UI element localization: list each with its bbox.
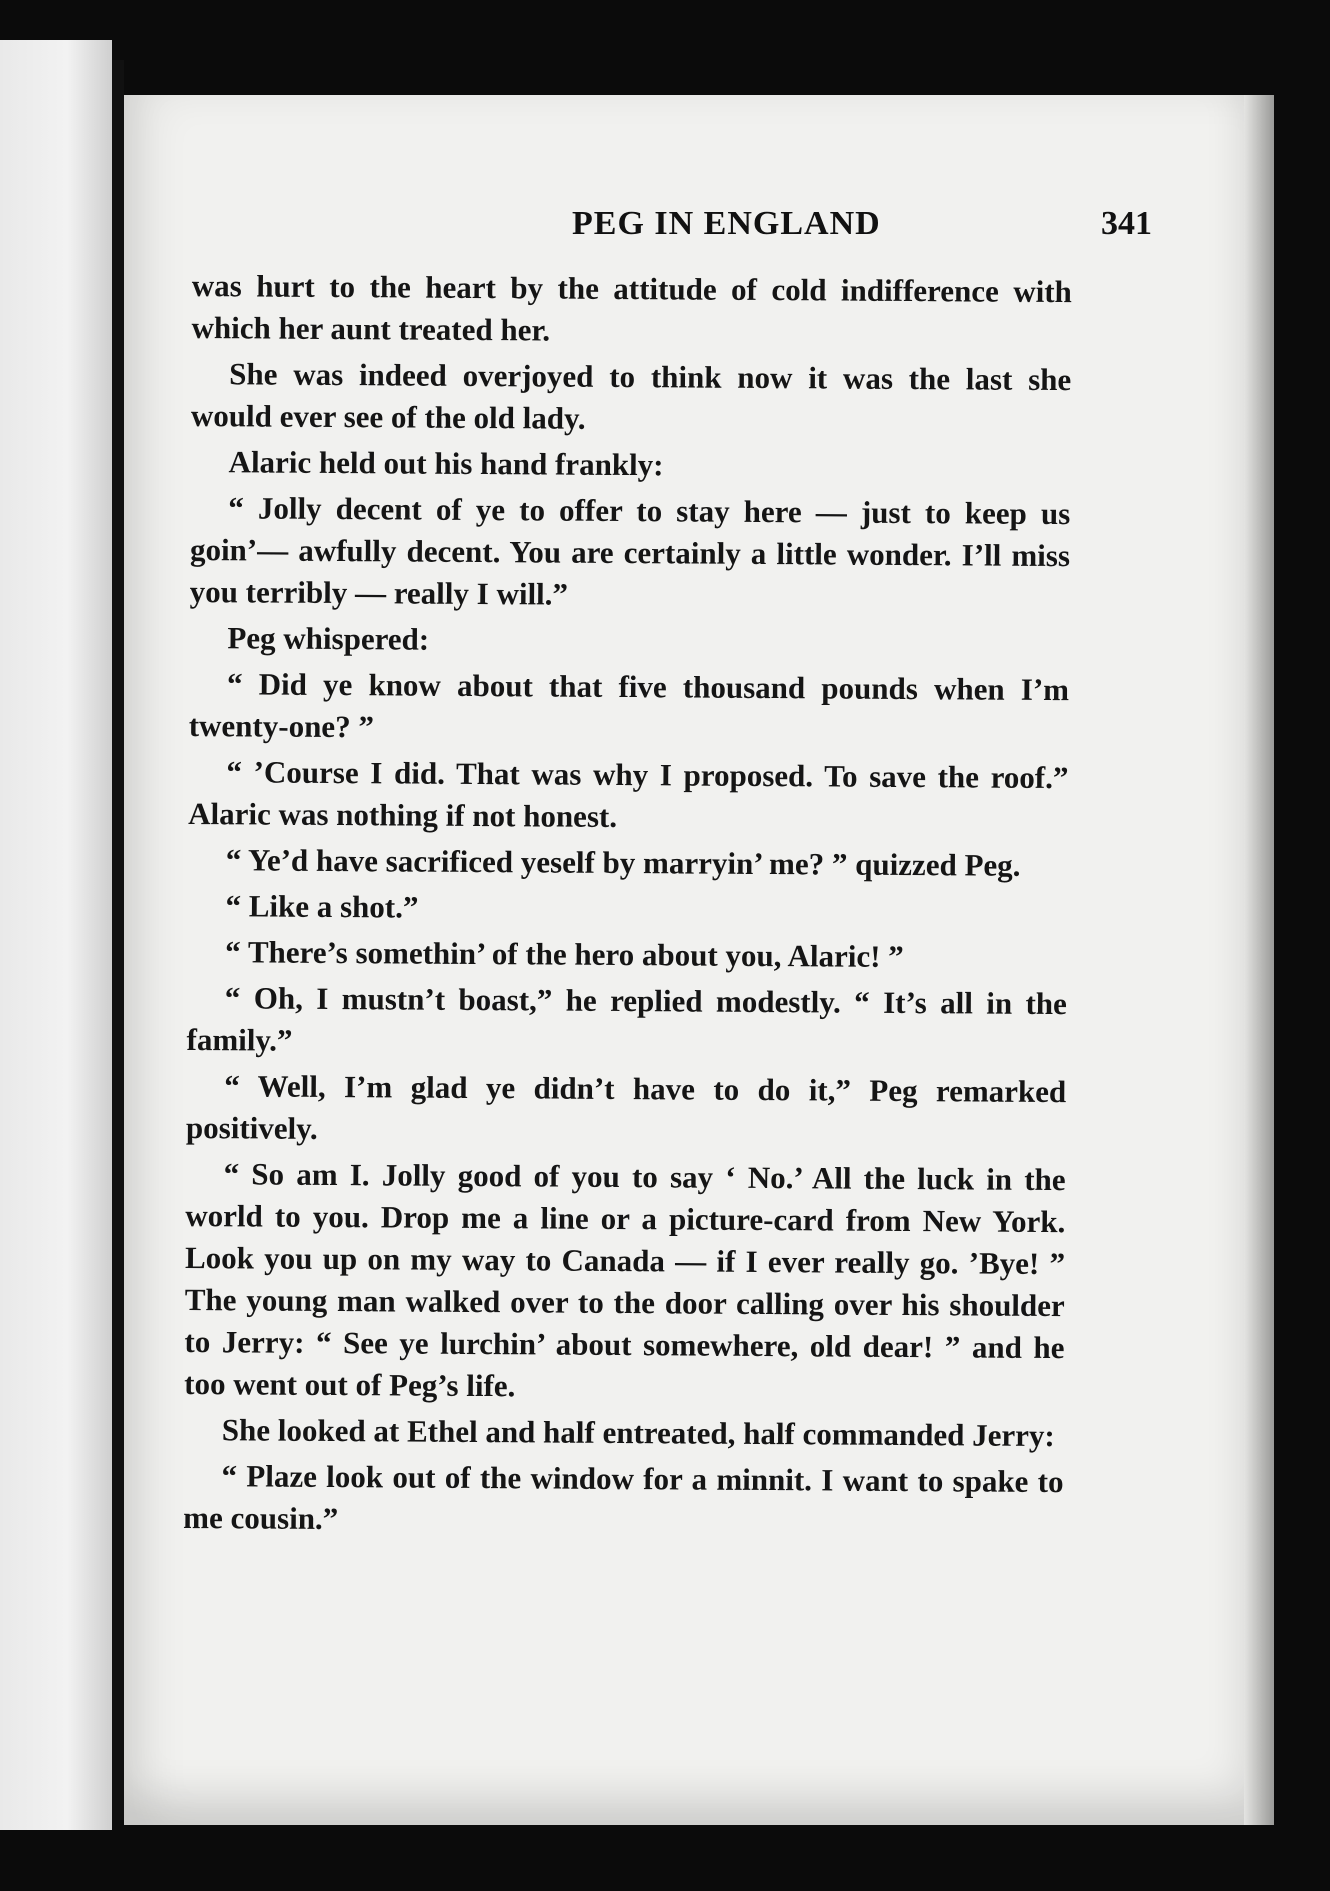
running-head: PEG IN ENGLAND	[572, 205, 881, 242]
paragraph: Peg whispered:	[227, 620, 430, 657]
paragraph: was hurt to the heart by the attitude of cold indifference with which her aunt treated her.	[191, 267, 1072, 348]
paragraph: Alaric held out his hand frankly:	[228, 444, 664, 483]
paragraph: “ Like a shot.”	[225, 888, 419, 925]
paragraph: “ Oh, I mustn’t boast,” he replied modestly. “ It’s all in the family.”	[186, 980, 1067, 1058]
paragraph: “ ’Course I did. That was why I proposed. To save the roof.” Alaric was nothing if not honest.	[188, 754, 1069, 834]
paragraph: “ So am I. Jolly good of you to say ‘ No.’ All the luck in the world to you. Drop me a line or a picture-card from New York. Look you up on my way to Canada — if I ever really go. ’Bye! ” The young man walked over to the door calling over his shoulder to Jerry: “ See ye lurchin’ about somewhere, old dear! ” and he too went out of Peg’s life.	[184, 1156, 1066, 1404]
page-number: 341	[1101, 205, 1152, 242]
paragraph: She looked at Ethel and half entreated, half commanded Jerry:	[221, 1412, 1055, 1454]
paragraph: “ Did ye know about that five thousand pounds when I’m twenty-one? ”	[188, 666, 1070, 745]
paragraph: “ Ye’d have sacrificed yeself by marryin’ me? ” quizzed Peg.	[225, 842, 1021, 883]
paragraph: “ There’s somethin’ of the hero about you, Alaric! ”	[225, 934, 904, 974]
paragraph: She was indeed overjoyed to think now it was the last she would ever see of the old lady.	[190, 356, 1072, 436]
book-gutter	[112, 60, 124, 1820]
facing-page-edge	[0, 40, 112, 1830]
page-header	[212, 205, 1152, 255]
paragraph: “ Jolly decent of ye to offer to stay here — just to keep us goin’— awfully decent. You are certainly a little wonder. I’ll miss you terribly — really I will.”	[189, 490, 1071, 612]
paragraph: “ Well, I’m glad ye didn’t have to do it,” Peg remarked positively.	[185, 1068, 1067, 1146]
paragraph: “ Plaze look out of the window for a minnit. I want to spake to me cousin.”	[183, 1458, 1064, 1537]
body-text	[183, 265, 1072, 1545]
page-fore-edge	[1244, 95, 1274, 1825]
book-page	[124, 95, 1244, 1825]
